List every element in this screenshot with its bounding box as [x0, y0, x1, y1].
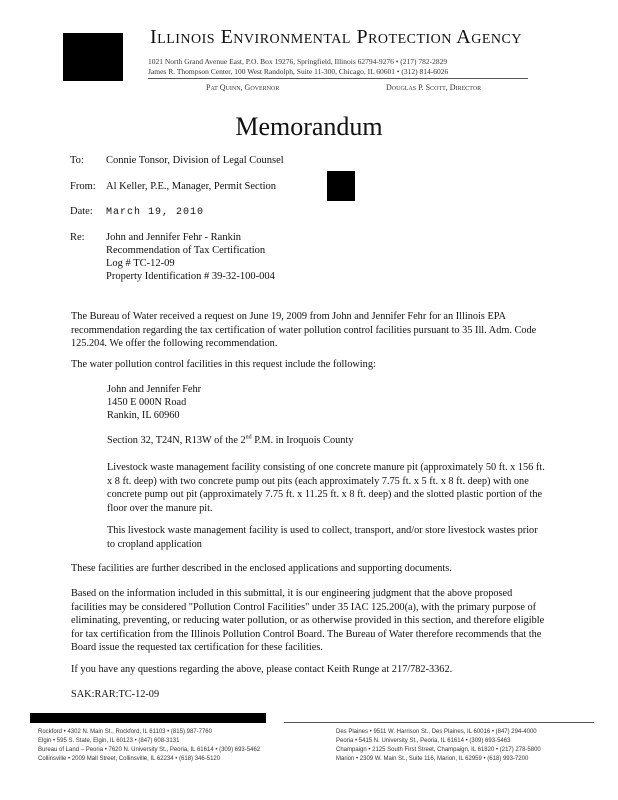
section-location — [107, 434, 547, 448]
re-line-2: Recommendation of Tax Certification — [106, 245, 266, 256]
paragraph-contact: If you have any questions regarding the above, please contact Keith Runge at 217/782-3362. — [71, 664, 453, 675]
director-name: Douglas P. Scott, Director — [386, 83, 482, 92]
footer-office-marion: Marion • 2309 W. Main St., Suite 116, Marion, IL 62959 • (618) 993-7200 — [336, 756, 529, 762]
redacted-footer-block — [30, 713, 266, 723]
reference-code: SAK:RAR:TC-12-09 — [71, 689, 160, 700]
footer-office-peoria: Peoria • 5415 N. University St., Peoria, IL 61614 • (309) 693-5463 — [336, 738, 511, 744]
paragraph-facility-use: This livestock waste management facility is used to collect, transport, and/or store livestock wastes prior to cropland application — [107, 525, 538, 550]
footer-office-rockford: Rockford • 4302 N. Main St., Rockford, IL 61103 • (815) 987-7760 — [38, 729, 212, 735]
agency-address-springfield: 1021 North Grand Avenue East, P.O. Box 19276, Springfield, Illinois 62794-9276 • (217) 782-2829 — [148, 57, 448, 66]
redacted-logo-block — [63, 33, 123, 81]
re-label: Re: — [70, 232, 85, 243]
paragraph-facility-description: Livestock waste management facility consisting of one concrete manure pit (approximately 50 ft. x 156 ft. x 8 ft. deep) with two concrete pump out pits (each approximately 7.75 ft. x 5 ft. x 8 ft. deep) with one concrete pump out pit (approximately 7.75 ft. x 11.25 ft. x 8 ft. deep) and the slotted plastic portion of the floor over the manure pit. — [107, 462, 545, 514]
footer-office-des-plaines: Des Plaines • 9511 W. Harrison St., Des Plaines, IL 60016 • (847) 294-4000 — [336, 729, 537, 735]
re-line-1: John and Jennifer Fehr - Rankin — [106, 232, 242, 243]
applicant-address-line-2: 1450 E 000N Road — [107, 397, 187, 408]
to-label: To: — [70, 155, 84, 166]
paragraph-engineering-judgment: Based on the information included in this submittal, it is our engineering judgment that the above proposed facilities may be considered "Pollution Control Facilities" under 35 IAC 125.200(a), with the primary purpose of eliminating, preventing, or reducing water pollution, or as otherwise provided in this section, and therefore eligible for tax certification from the Illinois Pollution Control Board. The Bureau of Water therefore recommends that the Board issue the requested tax certification for these facilities. — [71, 588, 545, 653]
footer-office-champaign: Champaign • 2125 South First Street, Champaign, IL 61820 • (217) 278-5800 — [336, 747, 541, 753]
section-location-text: Section 32, T24N, R13W of the 2 — [107, 435, 246, 446]
re-line-4: Property Identification # 39-32-100-004 — [106, 271, 275, 282]
applicant-address-line-1: John and Jennifer Fehr — [107, 384, 202, 395]
letterhead-divider — [148, 78, 528, 79]
section-location-superscript: nd — [245, 434, 252, 441]
from-value: Al Keller, P.E., Manager, Permit Section — [106, 181, 277, 192]
to-value: Connie Tonsor, Division of Legal Counsel — [106, 155, 284, 166]
footer-divider — [284, 722, 594, 723]
paragraph-facilities-intro: The water pollution control facilities in this request include the following: — [71, 359, 376, 370]
paragraph-request: The Bureau of Water received a request on June 19, 2009 from John and Jennifer Fehr for an Illinois EPA recommendation regarding the tax certification of water pollution control facilities pursuant to 35 Ill. Adm. Code 125.204. We offer the following recommendation. — [71, 311, 537, 349]
agency-address-chicago: James R. Thompson Center, 100 West Randolph, Suite 11-300, Chicago, IL 60601 • (312) 814-6026 — [148, 67, 449, 76]
date-label: Date: — [70, 206, 93, 217]
date-value: March 19, 2010 — [106, 207, 205, 218]
footer-office-collinsville: Collinsville • 2009 Mall Street, Collinsville, IL 62234 • (618) 346-5120 — [38, 756, 221, 762]
memo-title: Memorandum — [235, 112, 383, 141]
applicant-address-line-3: Rankin, IL 60960 — [107, 410, 180, 421]
from-label: From: — [70, 181, 96, 192]
redacted-signature-block — [327, 171, 355, 201]
section-location-county: P.M. in Iroquois County — [251, 435, 354, 446]
re-line-3: Log # TC-12-09 — [106, 258, 175, 269]
footer-office-elgin: Elgin • 595 S. State, Elgin, IL 60123 • (847) 608-3131 — [38, 738, 180, 744]
governor-name: Pat Quinn, Governor — [206, 83, 280, 92]
agency-name: Illinois Environmental Protection Agency — [150, 26, 522, 48]
paragraph-enclosed-documents: These facilities are further described in the enclosed applications and supporting documents. — [71, 563, 452, 574]
footer-office-peoria-land: Bureau of Land – Peoria • 7620 N. University St., Peoria, IL 61614 • (309) 693-5462 — [38, 747, 261, 753]
